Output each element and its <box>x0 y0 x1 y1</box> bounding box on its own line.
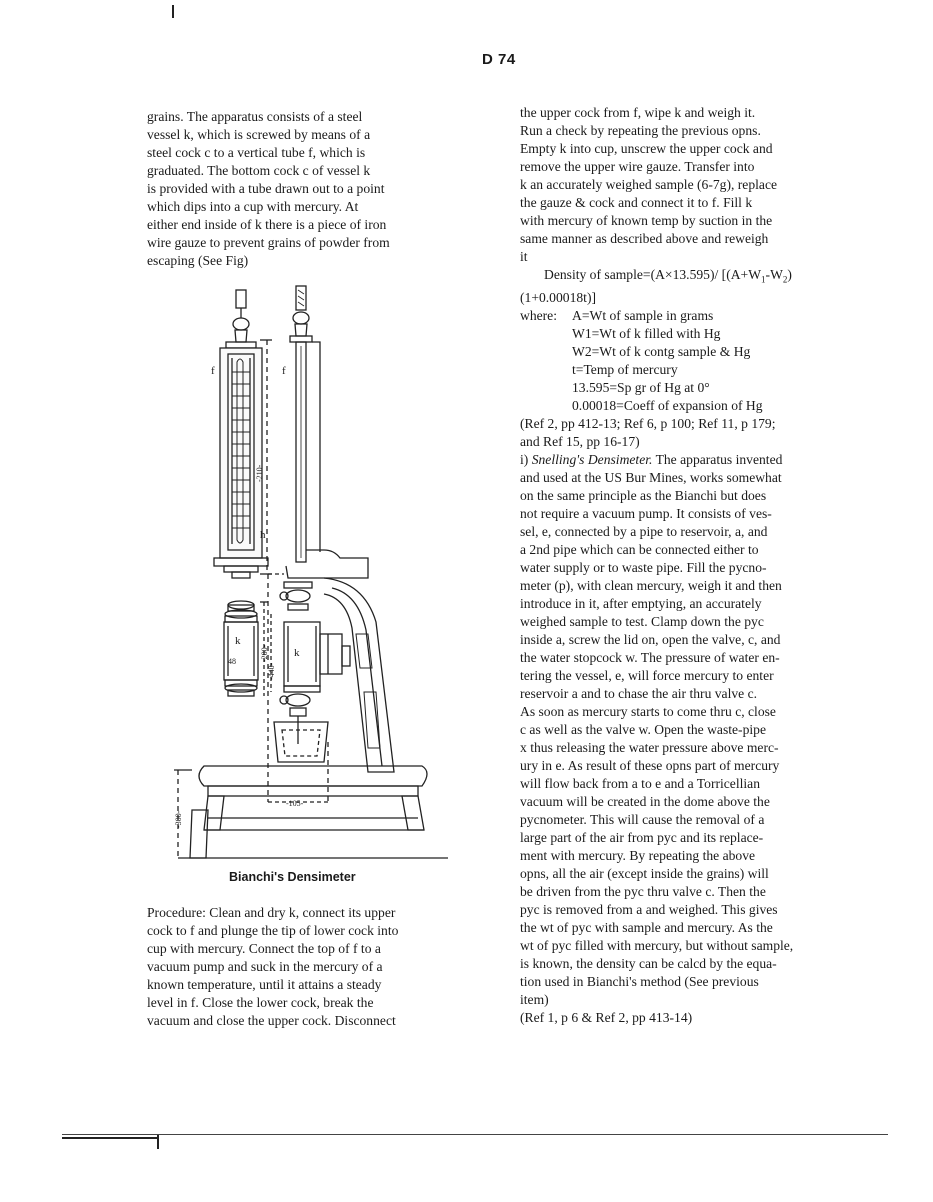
text-line: escaping (See Fig) <box>147 253 249 268</box>
text-line: known temperature, until it attains a steady <box>147 977 382 992</box>
text-line: ury in e. As result of these opns part of mercury <box>520 757 780 773</box>
formula-subscript: 2 <box>782 274 788 285</box>
where-item: 0.00018=Coeff of expansion of Hg <box>572 397 763 413</box>
formula-part: -W <box>765 267 783 282</box>
text-line: water supply or to waste pipe. Fill the pycno- <box>520 559 767 575</box>
text-line: with mercury of known temp by suction in the <box>520 213 773 228</box>
text-line: k an accurately weighed sample (6-7g), replace <box>520 177 778 192</box>
text-line: x thus releasing the water pressure above merc- <box>520 739 779 755</box>
dim-200: -200- <box>260 644 269 662</box>
reference-line: and Ref 15, pp 16-17) <box>520 433 640 449</box>
text-line: opns, all the air (except inside the grains) will <box>520 865 769 881</box>
right-column-text <box>520 104 865 1027</box>
where-item: W2=Wt of k contg sample & Hg <box>572 343 751 359</box>
dim-300: -300- <box>174 810 183 828</box>
text-line: tion used in Bianchi's method (See previous <box>520 973 759 989</box>
text-line: As soon as mercury starts to come thru c, close <box>520 703 776 719</box>
text-line: wt of pyc filled with mercury, but without sample, <box>520 937 794 953</box>
text-line: cock to f and plunge the tip of lower cock into <box>147 923 399 938</box>
main-apparatus <box>174 286 448 858</box>
text-line: Empty k into cup, unscrew the upper cock and <box>520 141 773 156</box>
text-line: be driven from the pyc thru valve c. Then the <box>520 883 766 899</box>
text-part: The apparatus invented <box>652 451 783 467</box>
item-prefix: i) <box>520 451 532 467</box>
text-line: weighed sample to test. Clamp down the pyc <box>520 613 764 629</box>
text-line: wire gauze to prevent grains of powder from <box>147 235 390 250</box>
text-line: ment with mercury. By repeating the above <box>520 847 756 863</box>
snelling-title: Snelling's Densimeter. <box>531 451 653 467</box>
page-number: D 74 <box>482 51 516 68</box>
dim-105: -105- <box>286 799 304 808</box>
text-line: pycnometer. This will cause the removal of a <box>520 811 765 827</box>
text-line: item) <box>520 991 549 1007</box>
snelling-heading-line <box>520 451 865 469</box>
text-line: vessel k, which is screwed by means of a <box>147 127 371 142</box>
figure-caption: Bianchi's Densimeter <box>229 870 356 884</box>
text-line: which dips into a cup with mercury. At <box>147 199 359 214</box>
text-line: is provided with a tube drawn out to a point <box>147 181 385 196</box>
text-line: is known, the density can be calcd by the equa- <box>520 955 777 971</box>
footer-rule-thick <box>62 1137 157 1139</box>
left-column-top-text <box>147 108 467 270</box>
dim-210: -210- <box>255 464 264 482</box>
text-line: reservoir a and to chase the air thru valve c. <box>520 685 758 701</box>
formula-subscript: 1 <box>761 274 766 285</box>
text-line: Procedure: Clean and dry k, connect its upper <box>147 905 396 920</box>
text-line: level in f. Close the lower cock, break the <box>147 995 374 1010</box>
text-line: Run a check by repeating the previous opns. <box>520 123 761 138</box>
text-line: the wt of pyc with sample and mercury. As the <box>520 919 773 935</box>
text-line: and used at the US Bur Mines, works somewhat <box>520 469 782 485</box>
text-line: c as well as the valve w. Open the waste-pipe <box>520 721 766 737</box>
text-line: it <box>520 249 528 264</box>
text-line: the water stopcock w. The pressure of water en- <box>520 649 780 665</box>
left-column-bottom-text <box>147 904 467 1030</box>
formula-denominator: (1+0.00018t)] <box>520 289 597 305</box>
text-line: the gauze & cock and connect it to f. Fill k <box>520 195 753 210</box>
where-item: W1=Wt of k filled with Hg <box>572 325 721 341</box>
text-line: remove the upper wire gauze. Transfer into <box>520 159 755 174</box>
label-k-right: k <box>294 647 300 659</box>
text-line: vacuum pump and suck in the mercury of a <box>147 959 383 974</box>
text-line: tering the vessel, e, will force mercury to enter <box>520 667 774 683</box>
text-line: large part of the air from pyc and its replace- <box>520 829 764 845</box>
text-line: cup with mercury. Connect the top of f to a <box>147 941 381 956</box>
bianchi-densimeter-figure <box>168 282 460 862</box>
formula-part: ) <box>787 267 792 282</box>
dim-48: 48 <box>228 657 236 666</box>
where-label: where: <box>520 307 557 323</box>
bottom-margin-mark <box>157 1135 159 1149</box>
top-margin-mark <box>172 5 174 18</box>
text-line: introduce in it, after emptying, an accurately <box>520 595 762 611</box>
text-line: on the same principle as the Bianchi but does <box>520 487 767 503</box>
text-line: will flow back from a to e and a Torricellian <box>520 775 761 791</box>
text-line: vacuum and close the upper cock. Disconnect <box>147 1013 396 1028</box>
where-item: A=Wt of sample in grams <box>572 307 714 323</box>
where-item: 13.595=Sp gr of Hg at 0° <box>572 379 710 395</box>
label-f-right: f <box>282 365 286 377</box>
label-h: h <box>260 529 266 541</box>
where-item: t=Temp of mercury <box>572 361 678 377</box>
reference-line: (Ref 1, p 6 & Ref 2, pp 413-14) <box>520 1009 693 1025</box>
text-line: pyc is removed from a and weighed. This gives <box>520 901 778 917</box>
text-line: the upper cock from f, wipe k and weigh it. <box>520 105 756 120</box>
text-line: either end inside of k there is a piece of iron <box>147 217 387 232</box>
text-line: a 2nd pipe which can be connected either to <box>520 541 759 557</box>
dim-440: -440- <box>267 662 276 680</box>
text-line: meter (p), with clean mercury, weigh it and then <box>520 577 782 593</box>
label-k-left: k <box>235 635 241 647</box>
reference-line: (Ref 2, pp 412-13; Ref 6, p 100; Ref 11, p 179; <box>520 415 776 431</box>
text-line: grains. The apparatus consists of a steel <box>147 109 363 124</box>
text-line: inside a, screw the lid on, open the valve, c, and <box>520 631 781 647</box>
text-line: same manner as described above and reweigh <box>520 231 769 246</box>
text-line: not require a vacuum pump. It consists of ves- <box>520 505 772 521</box>
text-line: steel cock c to a vertical tube f, which is <box>147 145 366 160</box>
footer-rule <box>62 1134 888 1135</box>
text-line: graduated. The bottom cock c of vessel k <box>147 163 371 178</box>
density-formula <box>520 266 865 289</box>
label-f-left: f <box>211 365 215 377</box>
formula-part: Density of sample=(A×13.595)/ [(A+W <box>544 267 762 282</box>
text-line: vacuum will be created in the dome above the <box>520 793 770 809</box>
text-line: sel, e, connected by a pipe to reservoir, a, and <box>520 523 768 539</box>
